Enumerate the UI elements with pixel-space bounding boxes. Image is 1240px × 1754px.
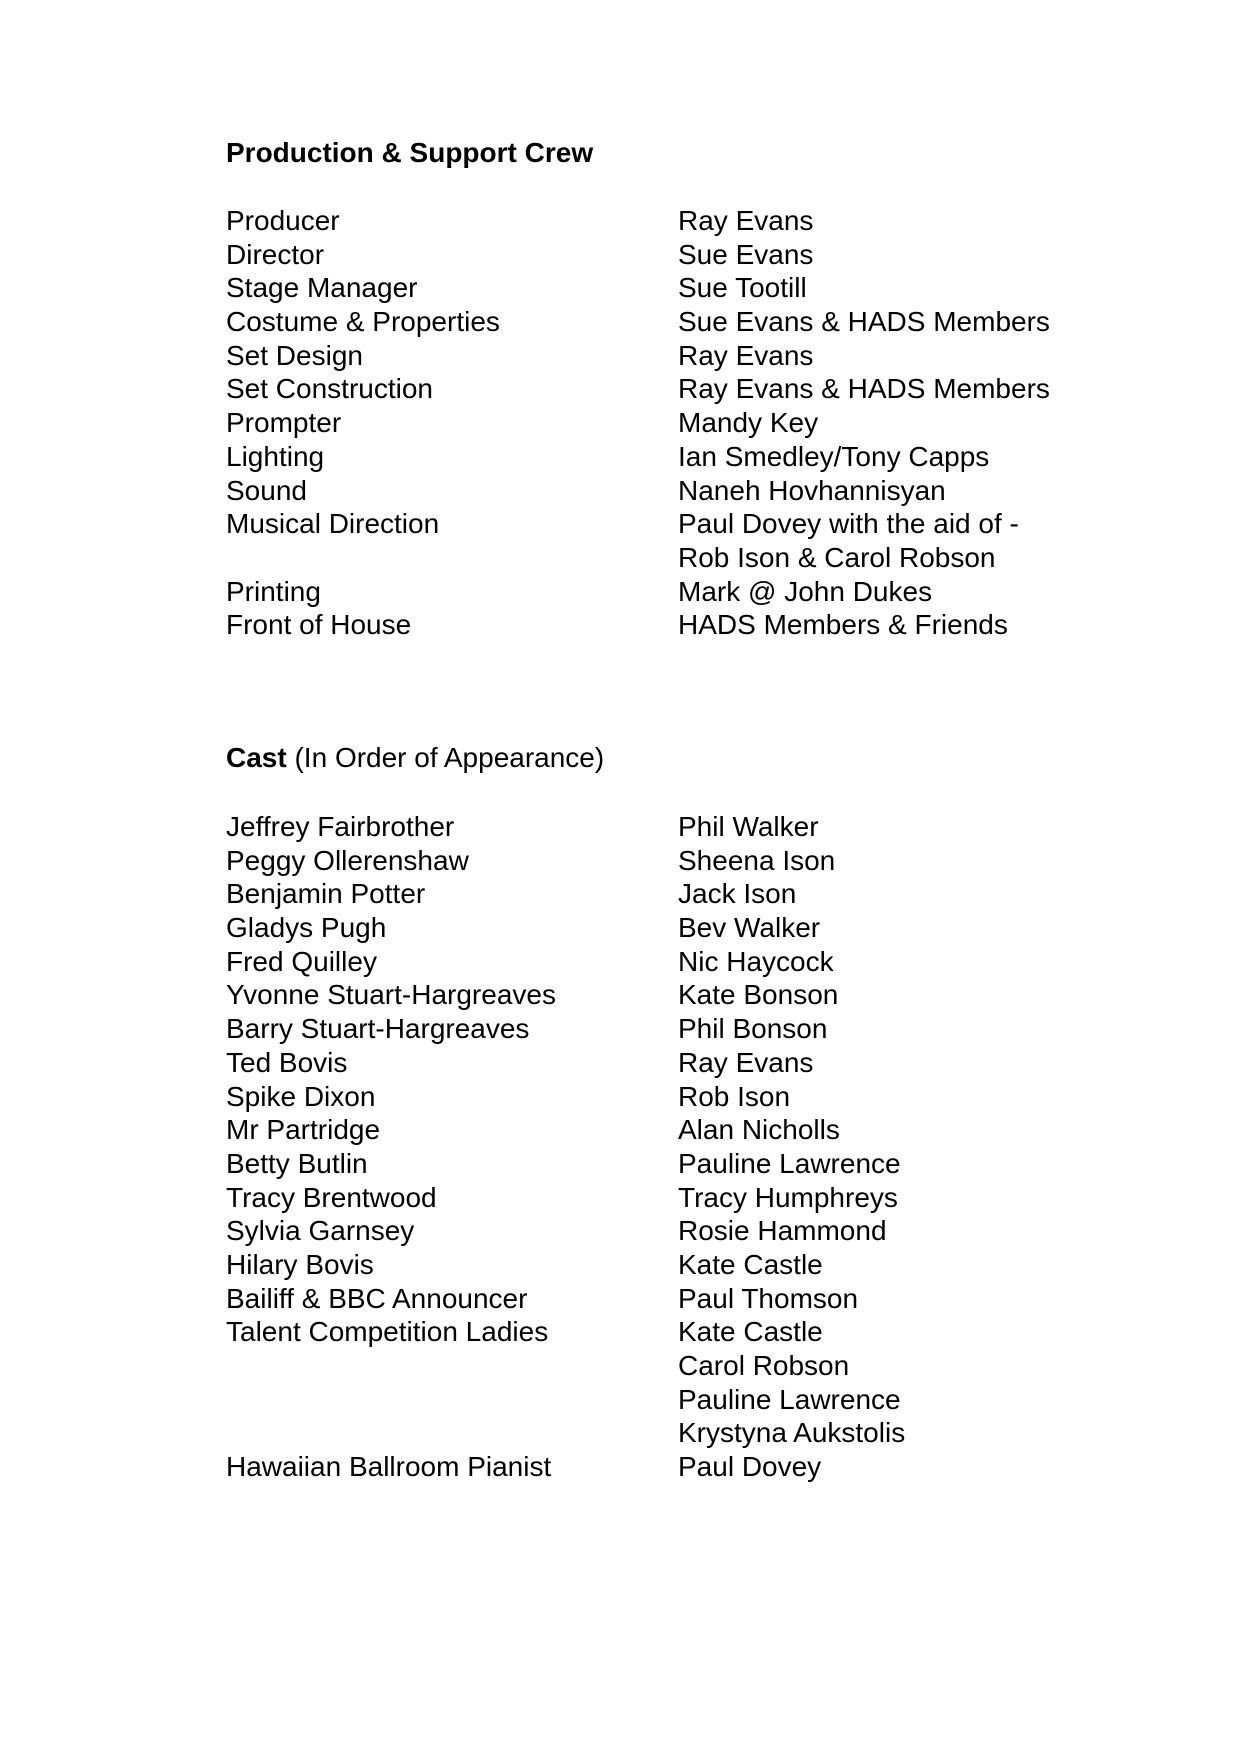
cast-section-heading [226,741,604,775]
person-name: HADS Members & Friends [678,609,1008,641]
person-name: Paul Dovey [678,1451,822,1483]
person-name: Krystyna Aukstolis [678,1417,906,1449]
person-name: Paul Thomson [678,1282,859,1314]
person-name: Phil Bonson [678,1013,828,1045]
crew-row [226,238,1126,272]
cast-row [226,1282,1126,1316]
person-name: Mark @ John Dukes [678,575,933,607]
cast-row [226,1214,1126,1248]
person-name: Ray Evans [678,205,814,236]
cast-row [226,1046,1126,1080]
role-label: Bailiff & BBC Announcer [226,1282,528,1314]
person-name: Naneh Hovhannisyan [678,474,946,506]
cast-row [226,1349,1126,1383]
role-label: Prompter [226,407,342,439]
person-name: Sue Evans & HADS Members [678,306,1050,338]
person-name: Ian Smedley/Tony Capps [678,440,990,472]
cast-row [226,1383,1126,1417]
person-name: Kate Castle [678,1316,823,1348]
person-name: Pauline Lawrence [678,1383,901,1415]
person-name: Pauline Lawrence [678,1147,901,1179]
person-name: Kate Bonson [678,979,839,1011]
role-label: Peggy Ollerenshaw [226,844,469,876]
crew-row [226,575,1126,609]
person-name: Rob Ison & Carol Robson [678,541,996,573]
role-label: Sound [226,474,307,506]
role-label: Hawaiian Ballroom Pianist [226,1451,552,1483]
crew-row [226,541,1126,575]
person-name: Ray Evans [678,1046,814,1078]
crew-row [226,204,1126,238]
cast-row [226,1416,1126,1450]
role-label: Costume & Properties [226,306,500,338]
cast-row [226,1315,1126,1349]
role-label [226,1349,678,1383]
role-label: Benjamin Potter [226,878,426,910]
cast-list [226,810,1126,1484]
role-label: Set Construction [226,373,433,405]
person-name: Carol Robson [678,1350,850,1381]
crew-row [226,608,1126,642]
cast-heading-subtitle-text: (In Order of Appearance) [286,742,605,773]
cast-row [226,1012,1126,1046]
person-name: Nic Haycock [678,945,834,977]
role-label: Betty Butlin [226,1147,368,1179]
cast-row [226,1181,1126,1215]
role-label: Set Design [226,339,363,371]
person-name: Rosie Hammond [678,1215,887,1247]
cast-row [226,1248,1126,1282]
role-label: Lighting [226,440,325,472]
role-label: Talent Competition Ladies [226,1316,549,1348]
crew-row [226,406,1126,440]
person-name: Mandy Key [678,407,819,439]
person-name: Sue Evans [678,238,814,270]
crew-row [226,271,1126,305]
role-label: Gladys Pugh [226,912,387,944]
role-label: Barry Stuart-Hargreaves [226,1013,530,1045]
role-label: Musical Direction [226,508,440,540]
role-label [226,1383,678,1417]
role-label: Mr Partridge [226,1114,381,1146]
role-label: Sylvia Garnsey [226,1215,415,1247]
role-label: Front of House [226,609,412,641]
crew-row [226,305,1126,339]
crew-heading-text: Production & Support Crew [226,137,594,168]
role-label: Jeffrey Fairbrother [226,811,455,842]
cast-row [226,1113,1126,1147]
crew-list [226,204,1126,642]
cast-row [226,978,1126,1012]
role-label: Director [226,238,325,270]
person-name: Tracy Humphreys [678,1181,898,1213]
crew-row [226,507,1126,541]
role-label [226,541,678,575]
person-name: Ray Evans [678,339,814,371]
cast-heading-bold-text: Cast [226,742,287,773]
crew-row [226,440,1126,474]
role-label: Printing [226,575,321,607]
role-label: Spike Dixon [226,1080,376,1112]
person-name: Sue Tootill [678,272,807,304]
role-label: Tracy Brentwood [226,1181,437,1213]
person-name: Ray Evans & HADS Members [678,373,1050,405]
crew-section-heading [226,136,593,170]
person-name: Bev Walker [678,912,821,944]
crew-row [226,339,1126,373]
cast-row [226,810,1126,844]
role-label: Fred Quilley [226,945,377,977]
role-label: Yvonne Stuart-Hargreaves [226,979,556,1011]
role-label: Stage Manager [226,272,418,304]
person-name: Phil Walker [678,811,819,842]
role-label: Ted Bovis [226,1046,348,1078]
cast-row [226,911,1126,945]
cast-row [226,1080,1126,1114]
cast-row [226,877,1126,911]
role-label: Producer [226,205,340,236]
cast-row [226,1450,1126,1484]
cast-row [226,1147,1126,1181]
role-label [226,1416,678,1450]
cast-row [226,945,1126,979]
person-name: Sheena Ison [678,844,836,876]
crew-row [226,372,1126,406]
person-name: Jack Ison [678,878,797,910]
person-name: Alan Nicholls [678,1114,840,1146]
person-name: Paul Dovey with the aid of - [678,508,1019,540]
person-name: Kate Castle [678,1248,823,1280]
cast-row [226,844,1126,878]
crew-row [226,474,1126,508]
role-label: Hilary Bovis [226,1248,374,1280]
person-name: Rob Ison [678,1080,791,1112]
